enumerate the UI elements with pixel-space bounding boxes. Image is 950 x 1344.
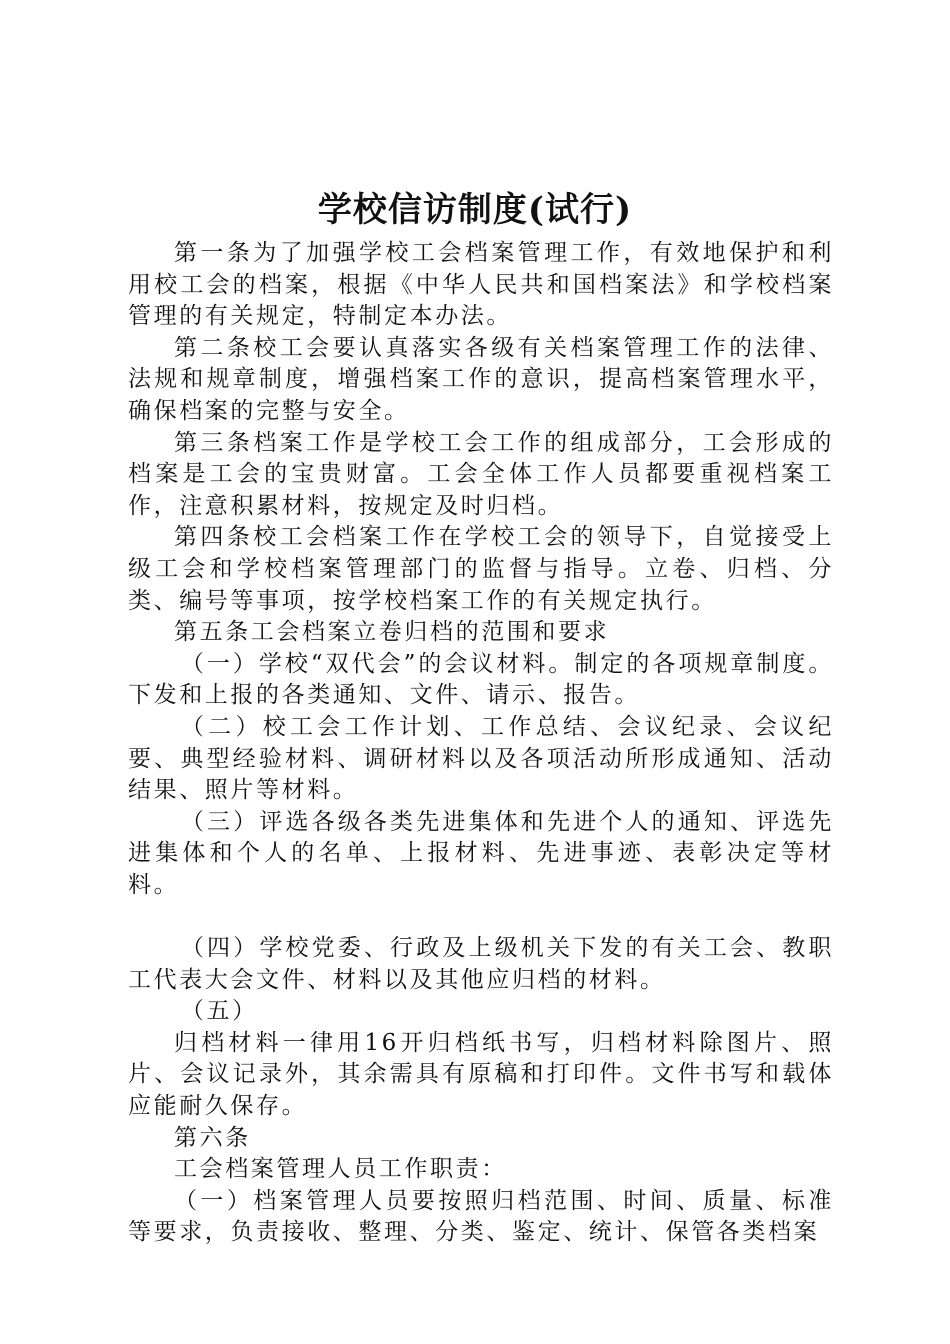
archive-material-paragraph: 归档材料一律用16开归档纸书写，归档材料除图片、照片、会议记录外，其余需具有原稿和打印件。文件书写和载体应能耐久保存。	[128, 1029, 834, 1120]
article-4-paragraph: 第四条校工会档案工作在学校工会的领导下，自觉接受上级工会和学校档案管理部门的监督与指导。立卷、归档、分类、编号等事项，按学校档案工作的有关规定执行。	[128, 524, 834, 614]
article-5-item-1: （一）学校“双代会”的会议材料。制定的各项规章制度。下发和上报的各类通知、文件、请示、报告。	[128, 650, 834, 709]
document-title: 学校信访制度(试行)	[317, 190, 633, 230]
staff-duties-heading: 工会档案管理人员工作职责：	[174, 1156, 507, 1183]
article-5-item-3: （三）评选各级各类先进集体和先进个人的通知、评选先进集体和个人的名单、上报材料、先进事迹、表彰决定等材料。	[128, 808, 834, 898]
article-5-item-4: （四）学校党委、行政及上级机关下发的有关工会、教职工代表大会文件、材料以及其他应归档的材料。	[128, 935, 834, 993]
article-3-paragraph: 第三条档案工作是学校工会工作的组成部分，工会形成的档案是工会的宝贵财富。工会全体工作人员都要重视档案工作，注意积累材料，按规定及时归档。	[128, 429, 834, 519]
article-5-item-2: （二）校工会工作计划、工作总结、会议纪录、会议纪要、典型经验材料、调研材料以及各项活动所形成通知、活动结果、照片等材料。	[128, 713, 834, 804]
article-1-paragraph: 第一条为了加强学校工会档案管理工作，有效地保护和利用校工会的档案，根据《中华人民共和国档案法》和学校档案管理的有关规定，特制定本办法。	[128, 240, 834, 330]
article-2-paragraph: 第二条校工会要认真落实各级有关档案管理工作的法律、法规和规章制度，增强档案工作的意识，提高档案管理水平，确保档案的完整与安全。	[128, 334, 834, 424]
article-6-heading: 第六条	[174, 1124, 251, 1151]
article-5-item-5: （五）	[180, 998, 258, 1025]
staff-duties-item-1: （一）档案管理人员要按照归档范围、时间、质量、标准等要求，负责接收、整理、分类、鉴定、统计、保管各类档案	[128, 1187, 834, 1246]
article-5-heading: 第五条工会档案立卷归档的范围和要求	[174, 619, 610, 646]
document-body	[128, 238, 834, 1249]
